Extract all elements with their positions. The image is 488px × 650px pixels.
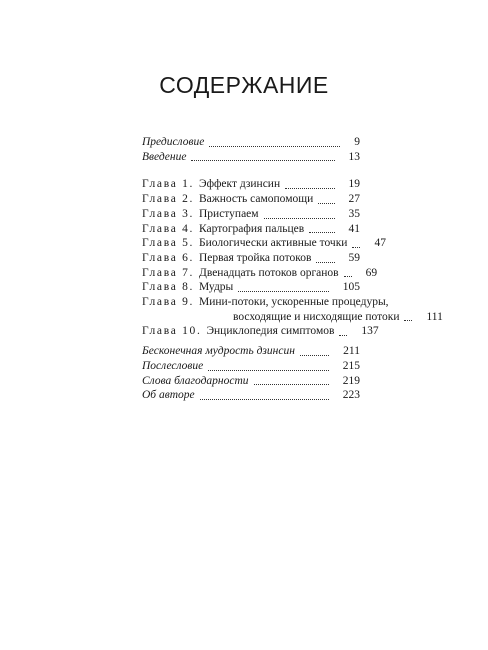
toc-entry-chapter-1[interactable] [142,177,360,192]
toc-entry-label: Первая тройка потоков [198,251,312,264]
dot-leader [316,262,334,263]
toc-entry-chapter-4[interactable] [142,222,360,237]
dot-leader [339,335,347,336]
chapter-prefix: Глава 2. [142,193,195,206]
toc-entry-label: Об авторе [142,389,195,402]
dot-leader [238,291,328,292]
dot-leader [404,320,412,321]
toc-entry-chapter-5[interactable] [142,236,386,251]
toc-entry-page: 215 [342,359,360,372]
chapter-prefix: Глава 3. [142,207,195,220]
toc-entry-label-continued: восходящие и нисходящие потоки [233,310,400,323]
dot-leader [318,203,334,204]
toc-entry-introduction[interactable] [142,150,360,165]
dot-leader [309,232,334,233]
toc-entry-label: Приступаем [198,207,259,220]
toc-entry-label: Биологически активные точки [198,237,348,250]
toc-entry-page: 223 [342,389,360,402]
toc-entry-label: Послесловие [142,359,204,372]
toc-entry-chapter-9[interactable] [142,295,443,324]
chapter-prefix: Глава 4. [142,222,195,235]
toc-entry-page: 111 [426,310,443,323]
dot-leader [300,355,329,356]
toc-entry-page: 69 [365,266,378,279]
toc-entry-afterword[interactable] [142,359,360,374]
dot-leader [344,276,352,277]
toc-entry-preface[interactable] [142,135,360,150]
dot-leader [285,188,334,189]
toc-entry-label: Энциклопедия симптомов [206,325,335,338]
toc-entry-label: Эффект дзинсин [198,178,281,191]
toc-entry-page: 219 [342,374,360,387]
page-title: СОДЕРЖАНИЕ [159,72,329,98]
dot-leader [254,384,329,385]
chapter-prefix: Глава 8. [142,281,195,294]
toc-entry-acknowledgements[interactable] [142,374,360,389]
toc-entry-chapter-3[interactable] [142,207,360,222]
toc-entry-page: 35 [348,207,360,220]
toc-entry-label: Мудры [198,281,234,294]
chapter-prefix: Глава 6. [142,251,195,264]
toc-entry-chapter-7[interactable] [142,266,378,281]
toc-entry-label: Мини-потоки, ускоренные процедуры, [198,296,389,309]
toc-entry-chapter-6[interactable] [142,251,360,266]
toc-entry-label: Двенадцать потоков органов [198,266,339,279]
toc-entry-page: 211 [343,345,360,358]
dot-leader [208,370,328,371]
toc-entry-chapter-2[interactable] [142,192,360,207]
toc-entry-page: 41 [348,222,360,235]
toc-entry-label: Слова благодарности [142,374,249,387]
toc-entry-chapter-10[interactable] [142,324,379,339]
toc-entry-page: 19 [348,178,360,191]
toc-entry-label: Бесконечная мудрость дзинсин [142,345,295,358]
dot-leader [264,218,335,219]
toc-entry-page: 59 [348,251,360,264]
toc-entry-label: Предисловие [142,136,205,148]
dot-leader [200,399,329,400]
toc-entry-page: 105 [342,281,360,294]
chapter-prefix: Глава 10. [142,325,202,338]
toc-entry-page: 137 [361,325,379,338]
chapter-prefix: Глава 7. [142,266,195,279]
chapter-prefix: Глава 5. [142,237,195,250]
toc-entry-label: Важность самопомощи [198,193,314,206]
chapter-prefix: Глава 9. [142,296,195,309]
table-of-contents [142,135,443,403]
toc-entry-page: 47 [374,237,386,250]
toc-entry-page: 9 [354,136,360,148]
toc-entry-about-author[interactable] [142,388,360,403]
dot-leader [191,160,334,161]
dot-leader [352,247,360,248]
dot-leader [209,146,340,147]
toc-entry-chapter-8[interactable] [142,280,360,295]
toc-entry-label: Картография пальцев [198,222,305,235]
toc-entry-infinite-wisdom[interactable] [142,344,360,359]
chapter-prefix: Глава 1. [142,178,195,191]
toc-entry-label: Введение [142,150,187,163]
toc-entry-page: 27 [348,193,360,206]
toc-entry-page: 13 [348,150,360,163]
